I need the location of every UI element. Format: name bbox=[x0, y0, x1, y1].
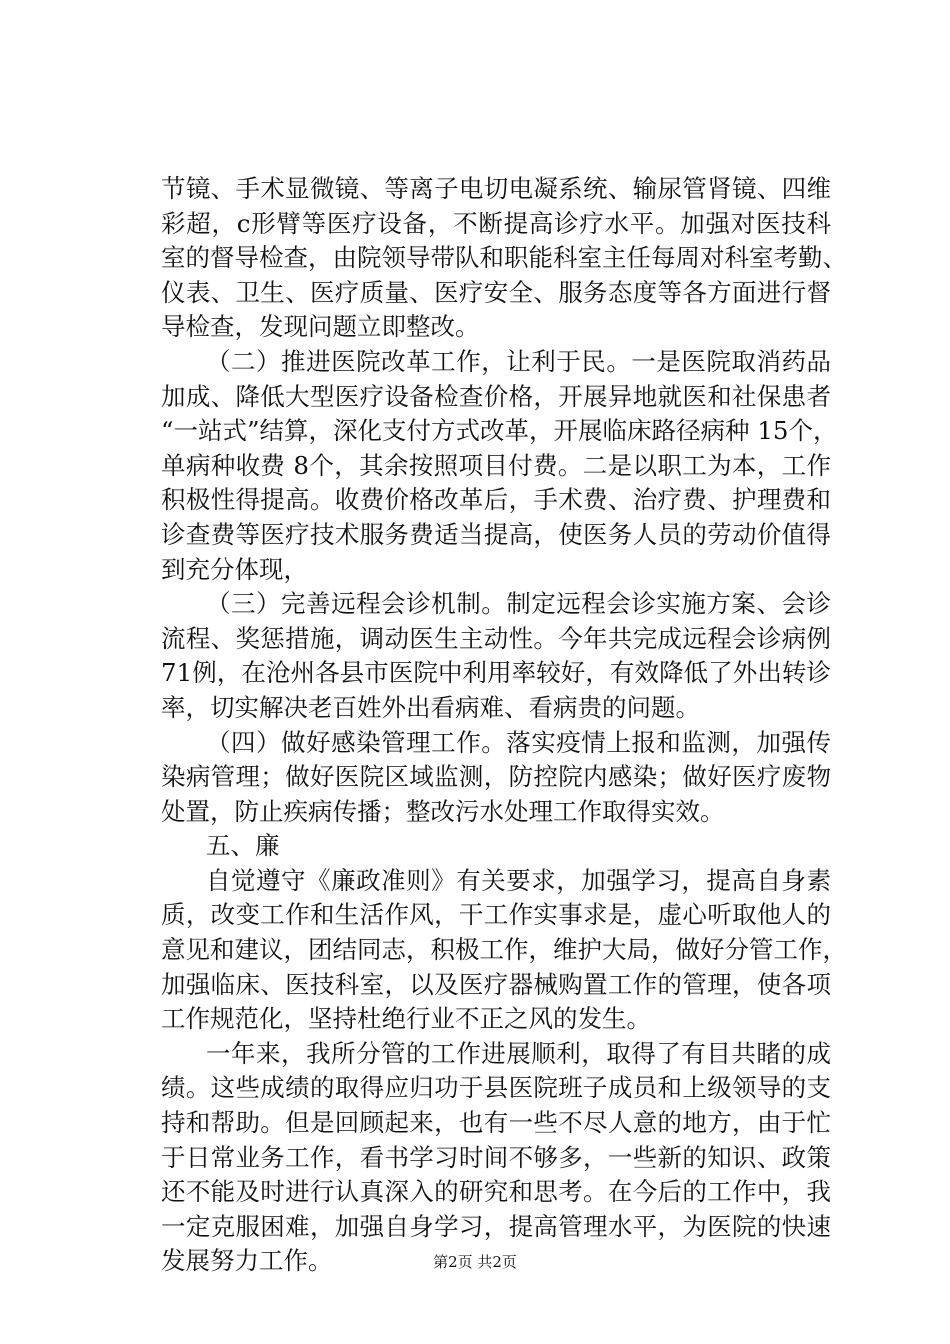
paragraph bbox=[161, 829, 831, 864]
text-line: 仪表、卫生、医疗质量、医疗安全、服务态度等各方面进行督 bbox=[161, 277, 831, 307]
text-line: （四）做好感染管理工作。落实疫情上报和监测，加强传 bbox=[206, 727, 831, 757]
text-line: 还不能及时进行认真深入的研究和思考。在今后的工作中，我 bbox=[161, 1177, 831, 1207]
text-line: 积极性得提高。收费价格改革后，手术费、治疗费、护理费和 bbox=[161, 485, 831, 515]
text-line: 诊查费等医疗技术服务费适当提高，使医务人员的劳动价值得 bbox=[161, 519, 831, 549]
text-line: 自觉遵守《廉政准则》有关要求，加强学习，提高自身素 bbox=[206, 865, 831, 895]
paragraph bbox=[161, 587, 831, 725]
text-line: 持和帮助。但是回顾起来，也有一些不尽人意的地方，由于忙 bbox=[161, 1108, 831, 1138]
text-line: 处置，防止疾病传播；整改污水处理工作取得实效。 bbox=[161, 796, 725, 826]
paragraph bbox=[161, 1037, 831, 1279]
text-line: 71例，在沧州各县市医院中利用率较好，有效降低了外出转诊 bbox=[161, 658, 831, 688]
text-line: 加强临床、医技科室，以及医疗器械购置工作的管理，使各项 bbox=[161, 969, 831, 999]
text-line: 一年来，我所分管的工作进展顺利，取得了有目共睹的成 bbox=[206, 1038, 831, 1068]
text-line: 到充分体现， bbox=[161, 554, 308, 584]
text-line: 绩。这些成绩的取得应归功于县医院班子成员和上级领导的支 bbox=[161, 1073, 831, 1103]
text-line: 一定克服困难，加强自身学习，提高管理水平，为医院的快速 bbox=[161, 1211, 831, 1241]
text-line: 彩超，c形臂等医疗设备，不断提高诊疗水平。加强对医技科 bbox=[161, 208, 831, 238]
text-line: 发展努力工作。 bbox=[161, 1246, 333, 1276]
text-line: 意见和建议，团结同志，积极工作，维护大局，做好分管工作， bbox=[161, 935, 847, 965]
text-line: 工作规范化，坚持杜绝行业不正之风的发生。 bbox=[161, 1004, 651, 1034]
text-line: 质，改变工作和生活作风，干工作实事求是，虚心听取他人的 bbox=[161, 900, 831, 930]
text-line: （三）完善远程会诊机制。制定远程会诊实施方案、会诊 bbox=[206, 589, 831, 619]
text-line: 加成、降低大型医疗设备检查价格，开展异地就医和社保患者 bbox=[161, 381, 831, 411]
text-line: “一站式”结算，深化支付方式改革，开展临床路径病种 15个， bbox=[161, 416, 838, 446]
page-footer: 第2页 共2页 bbox=[433, 1253, 517, 1271]
text-line: 节镜、手术显微镜、等离子电切电凝系统、输尿管肾镜、四维 bbox=[161, 174, 831, 203]
text-line: 单病种收费 8个，其余按照项目付费。二是以职工为本，工作 bbox=[161, 450, 831, 480]
text-line: 室的督导检查，由院领导带队和职能科室主任每周对科室考勤、 bbox=[161, 243, 847, 273]
text-line: 于日常业务工作，看书学习时间不够多，一些新的知识、政策 bbox=[161, 1142, 831, 1172]
text-line: 率，切实解决老百姓外出看病难、看病贵的问题。 bbox=[161, 692, 700, 722]
text-line: （二）推进医院改革工作，让利于民。一是医院取消药品 bbox=[206, 346, 831, 376]
paragraph bbox=[161, 864, 847, 1037]
paragraph bbox=[161, 726, 831, 830]
document-body bbox=[161, 172, 847, 1279]
text-line: 五、廉 bbox=[206, 831, 280, 861]
paragraph bbox=[161, 345, 838, 587]
text-line: 导检查，发现问题立即整改。 bbox=[161, 312, 480, 342]
text-line: 流程、奖惩措施，调动医生主动性。今年共完成远程会诊病例 bbox=[161, 623, 831, 653]
paragraph bbox=[161, 172, 847, 345]
text-line: 染病管理；做好医院区域监测，防控院内感染；做好医疗废物 bbox=[161, 762, 831, 792]
